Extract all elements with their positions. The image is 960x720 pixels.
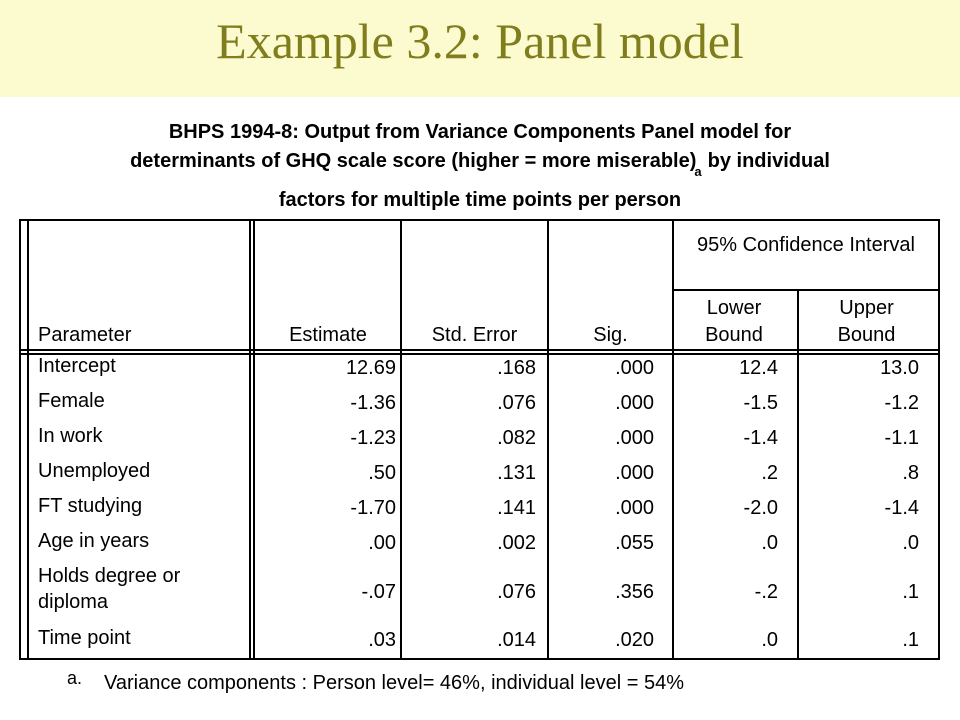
row-2-upper: -1.1 — [884, 427, 919, 449]
footnote-marker: a. — [67, 668, 83, 688]
row-7-std-error: .014 — [497, 629, 536, 651]
row-0-std-error: .168 — [497, 357, 536, 379]
row-2-estimate: -1.23 — [350, 427, 396, 449]
row-5-std-error: .002 — [497, 532, 536, 554]
group-header-rule — [672, 289, 940, 291]
col-divider-estimate — [249, 219, 251, 660]
ci-group-header: 95% Confidence Interval — [697, 234, 915, 256]
col-divider-estimate-double — [253, 219, 255, 660]
row-7-lower: .0 — [761, 629, 778, 651]
row-3-upper: .8 — [902, 462, 919, 484]
row-6-std-error: .076 — [497, 581, 536, 603]
row-7-parameter: Time point — [38, 627, 131, 649]
row-2-sig: .000 — [615, 427, 654, 449]
table-caption — [30, 118, 930, 215]
slide-title: Example 3.2: Panel model — [216, 13, 744, 69]
header-rule — [19, 349, 940, 351]
row-7-estimate: .03 — [368, 629, 396, 651]
row-6-upper: .1 — [902, 581, 919, 603]
header-upper-bound: Upper Bound — [837, 297, 896, 346]
caption-line-3: factors for multiple time points per person — [278, 189, 682, 211]
header-std-error: Std. Error — [431, 324, 518, 346]
row-4-estimate: -1.70 — [350, 497, 396, 519]
row-5-parameter: Age in years — [38, 530, 150, 552]
table-inner-left-rule — [27, 219, 29, 660]
row-3-std-error: .131 — [497, 462, 536, 484]
row-5-estimate: .00 — [368, 532, 396, 554]
row-4-parameter: FT studying — [38, 495, 143, 517]
row-2-parameter: In work — [38, 425, 103, 447]
row-6-parameter: Holds degree or diploma — [38, 565, 181, 613]
header-sig: Sig. — [593, 324, 628, 346]
row-2-std-error: .082 — [497, 427, 536, 449]
row-3-parameter: Unemployed — [38, 460, 151, 482]
caption-line-1: BHPS 1994-8: Output from Variance Components Panel model for — [168, 121, 792, 143]
row-1-std-error: .076 — [497, 392, 536, 414]
header-lower-bound: Lower Bound — [705, 297, 763, 346]
row-3-estimate: .50 — [368, 462, 396, 484]
caption-line-2-main: determinants of GHQ scale score (higher = more miserable) — [130, 150, 697, 172]
row-4-sig: .000 — [615, 497, 654, 519]
row-4-lower: -2.0 — [743, 497, 778, 519]
row-6-estimate: -.07 — [361, 581, 396, 603]
row-1-parameter: Female — [38, 390, 105, 412]
row-0-upper: 13.0 — [880, 357, 919, 379]
row-2-lower: -1.4 — [743, 427, 778, 449]
row-5-lower: .0 — [761, 532, 778, 554]
row-1-sig: .000 — [615, 392, 654, 414]
row-6-sig: .356 — [615, 581, 654, 603]
header-estimate: Estimate — [289, 324, 367, 346]
caption-line-2-tail: by individual — [707, 150, 830, 172]
caption-line-2 — [30, 147, 930, 186]
row-3-sig: .000 — [615, 462, 654, 484]
row-0-parameter: Intercept — [38, 355, 116, 377]
row-7-upper: .1 — [902, 629, 919, 651]
row-1-estimate: -1.36 — [350, 392, 396, 414]
row-7-sig: .020 — [615, 629, 654, 651]
row-3-lower: .2 — [761, 462, 778, 484]
row-6-lower: -.2 — [754, 581, 778, 603]
row-0-sig: .000 — [615, 357, 654, 379]
row-0-estimate: 12.69 — [345, 357, 396, 379]
row-4-upper: -1.4 — [884, 497, 919, 519]
header-parameter: Parameter — [38, 324, 132, 346]
row-4-std-error: .141 — [497, 497, 536, 519]
row-1-upper: -1.2 — [884, 392, 919, 414]
row-5-sig: .055 — [615, 532, 654, 554]
caption-superscript: a — [694, 164, 702, 179]
footnote-text: Variance components : Person level= 46%, individual level = 54% — [104, 672, 684, 694]
row-0-lower: 12.4 — [739, 357, 778, 379]
row-5-upper: .0 — [902, 532, 919, 554]
row-1-lower: -1.5 — [743, 392, 778, 414]
